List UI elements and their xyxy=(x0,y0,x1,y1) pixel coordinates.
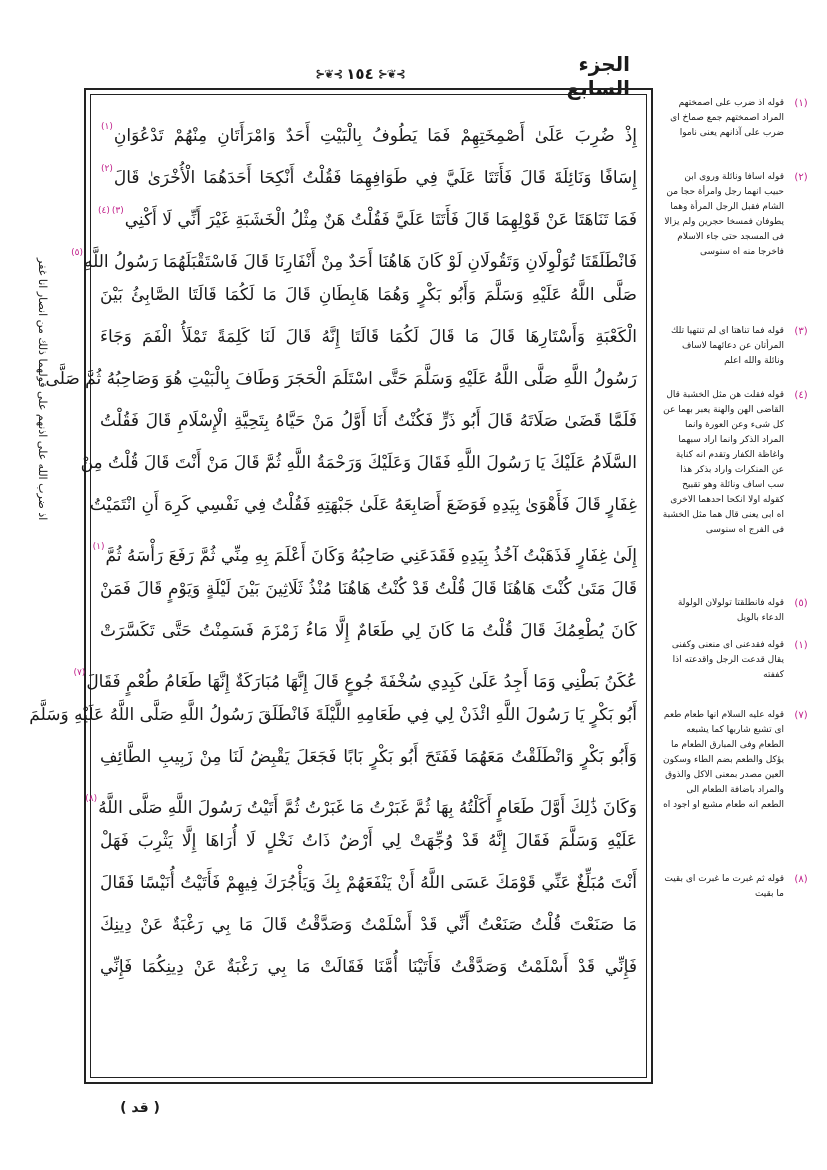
printer-signature: ( قد ) xyxy=(120,1100,160,1116)
footnote xyxy=(660,388,812,538)
footnote-text: قوله فقلت هن مثل الخشبة قال القاضى الهن والهنة يعبر بهما عن كل شىء وعن العورة وانما المراد الذكر وانما اراد سبهما واغاظة الكفار وتقدم انه كناية عن المنكرات واراد بذكر هذا سب اساف ونائلة وهو تقبيح كقوله اولا انكحا احدهما الاخرى اه ابى يعنى قال هما مثل الخشبة فى الفرج اه سنوسى xyxy=(662,390,784,535)
footnote-number: (٢) xyxy=(794,172,808,183)
text-line: إِلَىٰ غِفَارٍ فَذَهَبْتُ آخُذُ بِيَدِهِ فَقَدَعَنِي صَاحِبُهُ وَكَانَ أَعْلَمَ بِهِ مِنِّي ثُمَّ رَفَعَ رَأْسَهُ ثُمَّ$^{(١)}$ xyxy=(92,542,637,566)
ornament-left-icon: ⊱❦⊰ xyxy=(377,67,405,81)
footnote-text: قوله فقدعنى اى منعنى وكفنى يقال قدعت الرجل واقدعته اذا كففته xyxy=(671,640,784,680)
text-line: إِسَافًا وَنَائِلَةَ قَالَ فَأَتَتَا عَلَيَّ فِي طَوَافِهِمَا فَقُلْتُ أَنْكِحَا أَحَدَهُمَا الْأُخْرَىٰ قَالَ$^{(٢)}$ xyxy=(101,164,637,188)
footnote xyxy=(660,170,812,260)
footnote-text: قوله اسافا ونائلة وروى ابن حبيب انهما رجل وامرأة حجا من الشام فقبل الرجل المرأة وهما يطوفان فمسخا حجرين ولم يزالا فى المسجد حتى جاء الاسلام فاخرجا منه اه سنوسى xyxy=(664,172,784,257)
text-line: كَانَ يُطْعِمُكَ قَالَ قُلْتُ مَا كَانَ لِي طَعَامٌ إِلَّا مَاءُ زَمْزَمَ فَسَمِنْتُ حَتَّى تَكَسَّرَتْ xyxy=(100,621,637,641)
text-line: قَالَ مَتَىٰ كُنْتَ هَاهُنَا قَالَ قُلْتُ قَدْ كُنْتُ هَاهُنَا مُنْذُ ثَلَاثِينَ بَيْنَ لَيْلَةٍ وَيَوْمٍ قَالَ فَمَنْ xyxy=(100,579,637,599)
text-line: السَّلَامُ عَلَيْكَ يَا رَسُولَ اللَّهِ فَقَالَ وَعَلَيْكَ وَرَحْمَةُ اللَّهِ ثُمَّ قَالَ مَنْ أَنْتَ قَالَ قُلْتُ مِنْ xyxy=(80,453,637,473)
footnote-number: (١) xyxy=(794,640,808,651)
footnote-number: (٣) xyxy=(794,326,808,337)
text-line: عَلَيْهِ وَسَلَّمَ فَقَالَ إِنَّهُ قَدْ وُجِّهَتْ لِي أَرْضٌ ذَاتُ نَخْلٍ لَا أُرَاهَا إِلَّا يَثْرِبَ فَهَلْ xyxy=(100,831,637,851)
footnote xyxy=(660,708,812,813)
footnote xyxy=(660,638,812,683)
text-line: فَانْطَلَقَتَا تُوَلْوِلَانِ وَتَقُولَانِ لَوْ كَانَ هَاهُنَا أَحَدٌ مِنْ أَنْفَارِنَا قَالَ فَاسْتَقْبَلَهُمَا رَسُولُ اللَّهِ$^{(٥)}$ xyxy=(71,248,637,272)
footnote-ref: (١) xyxy=(101,122,113,132)
footnote-ref: (٤) xyxy=(98,206,110,216)
ornament-right-icon: ⊱❦⊰ xyxy=(315,67,343,81)
footnote-text: قوله فانطلقتا تولولان الولولة الدعاء بالويل xyxy=(677,598,784,623)
side-margin-gloss xyxy=(28,100,80,520)
part-title: الجزء السابع xyxy=(566,52,630,100)
text-line: فَلَمَّا قَضَىٰ صَلَاتَهُ قَالَ أَبُو ذَرٍّ فَكُنْتُ أَنَا أَوَّلُ مَنْ حَيَّاهُ بِتَحِيَّةِ الْإِسْلَامِ قَالَ فَقُلْتُ xyxy=(100,411,637,431)
page-number-value: ١٥٤ xyxy=(346,65,374,83)
text-line: رَسُولُ اللَّهِ صَلَّى اللَّهُ عَلَيْهِ وَسَلَّمَ حَتَّى اسْتَلَمَ الْحَجَرَ وَطَافَ بِالْبَيْتِ هُوَ وَصَاحِبُهُ ثُمَّ صَلَّى xyxy=(45,369,637,389)
text-line: صَلَّى اللَّهُ عَلَيْهِ وَسَلَّمَ وَأَبُو بَكْرٍ وَهُمَا هَابِطَانِ قَالَ مَا لَكُمَا قَالَتَا الصَّابِئُ بَيْنَ xyxy=(100,285,637,305)
footnote-number: (١) xyxy=(794,98,808,109)
footnote-ref: (٨) xyxy=(85,794,98,804)
footnote xyxy=(660,96,812,141)
footnote-number: (٥) xyxy=(794,598,808,609)
text-line: مَا صَنَعْتَ قُلْتُ صَنَعْتُ أَنِّي قَدْ أَسْلَمْتُ وَصَدَّقْتُ قَالَ مَا بِي رَغْبَةٌ عَنْ دِينِكَ xyxy=(100,915,637,935)
footnote-text: قوله عليه السلام انها طعام طعم اى تشبع شاربها كما يشبعه الطعام وفى المبارق الطعام ما يؤكل والطعم بضم الطاء وسكون العين مصدر بمعنى الاكل والذوق والمراد باضافة الطعام الى الطعم انه طعام مشبع او اجود اه xyxy=(662,710,784,810)
text-line: الْكَعْبَةِ وَأَسْتَارِهَا قَالَ مَا قَالَ لَكُمَا قَالَتَا إِنَّهُ قَالَ لَنَا كَلِمَةً تَمْلَأُ الْفَمَ وَجَاءَ xyxy=(100,327,637,347)
footnote-ref: (٢) xyxy=(101,164,113,174)
text-line: عُكَنُ بَطْنِي وَمَا أَجِدُ عَلَىٰ كَبِدِي سُخْفَةَ جُوعٍ قَالَ إِنَّهَا مُبَارَكَةٌ إِنَّهَا طَعَامُ طُعْمٍ فَقَالَ$^{(٧)}$ xyxy=(73,668,637,692)
footnote xyxy=(660,324,812,369)
footnote-number: (٧) xyxy=(794,710,808,721)
text-line: فَإِنِّي قَدْ أَسْلَمْتُ وَصَدَّقْتُ فَأَتَيْنَا أُمَّنَا فَقَالَتْ مَا بِي رَغْبَةٌ عَنْ دِينِكُمَا فَإِنِّي xyxy=(100,957,637,977)
text-line: غِفَارٍ قَالَ فَأَهْوَىٰ بِيَدِهِ فَوَضَعَ أَصَابِعَهُ عَلَىٰ جَبْهَتِهِ فَقُلْتُ فِي نَفْسِي كَرِهَ أَنِ انْتَمَيْتُ xyxy=(89,495,637,515)
footnote xyxy=(660,872,812,902)
footnote-ref: (١) xyxy=(92,542,105,552)
page-number xyxy=(300,64,420,84)
text-line: فَمَا تَنَاهَتَا عَنْ قَوْلِهِمَا قَالَ فَأَتَتَا عَلَيَّ فَقُلْتُ هَنٌ مِثْلُ الْخَشَبَةِ غَيْرَ أَنِّي لَا أَكْنِي$^{(٣)(٤)}$ xyxy=(98,206,637,230)
text-line: وَأَبُو بَكْرٍ وَانْطَلَقْتُ مَعَهُمَا فَفَتَحَ أَبُو بَكْرٍ بَابًا فَجَعَلَ يَقْبِضُ لَنَا مِنْ زَبِيبِ الطَّائِفِ xyxy=(100,747,637,767)
text-line: أَنْتَ مُبَلِّغٌ عَنِّي قَوْمَكَ عَسَى اللَّهُ أَنْ يَنْفَعَهُمْ بِكَ وَيَأْجُرَكَ فِيهِمْ فَأَتَيْتُ أُنَيْسًا فَقَالَ xyxy=(100,873,637,893)
side-margin-text: اذ ضرب الله على اذنهم على قولهما ذلك من انصار انا غفر xyxy=(36,257,49,520)
footnote-text: قوله اذ ضرب على اصمختهم المراد اصمختهم جمع صماخ اى ضرب على آذانهم يعنى ناموا xyxy=(670,98,784,138)
footnote-ref: (٣) xyxy=(111,206,124,216)
footnote-ref: (٥) xyxy=(71,248,83,258)
footnote xyxy=(660,596,812,626)
footnote-text: قوله ثم غبرت ما غبرت اى بقيت ما بقيت xyxy=(664,874,784,899)
footnote-number: (٨) xyxy=(794,874,808,885)
footnote-text: قوله فما تناهتا اى لم تنتهيا تلك المرأتان عن دعائهما لاساف ونائلة والله اعلم xyxy=(671,326,784,366)
text-line: وَكَانَ ذَٰلِكَ أَوَّلَ طَعَامٍ أَكَلْتُهُ بِهَا ثُمَّ غَبَرْتُ مَا غَبَرْتُ ثُمَّ أَتَيْتُ رَسُولَ اللَّهِ صَلَّى اللَّهُ$^{(٨)}$ xyxy=(85,794,637,818)
text-line: إِذْ ضُرِبَ عَلَىٰ أَصْمِخَتِهِمْ فَمَا يَطُوفُ بِالْبَيْتِ أَحَدٌ وَامْرَأَتَانِ مِنْهُمْ تَدْعُوَانِ$^{(١)}$ xyxy=(101,122,637,146)
footnote-number: (٤) xyxy=(794,390,808,401)
footnote-ref: (٧) xyxy=(73,668,86,678)
text-line: أَبُو بَكْرٍ يَا رَسُولَ اللَّهِ ائْذَنْ لِي فِي طَعَامِهِ اللَّيْلَةَ فَانْطَلَقَ رَسُولُ اللَّهِ صَلَّى اللَّهُ عَلَيْهِ وَسَلَّمَ xyxy=(29,705,637,725)
